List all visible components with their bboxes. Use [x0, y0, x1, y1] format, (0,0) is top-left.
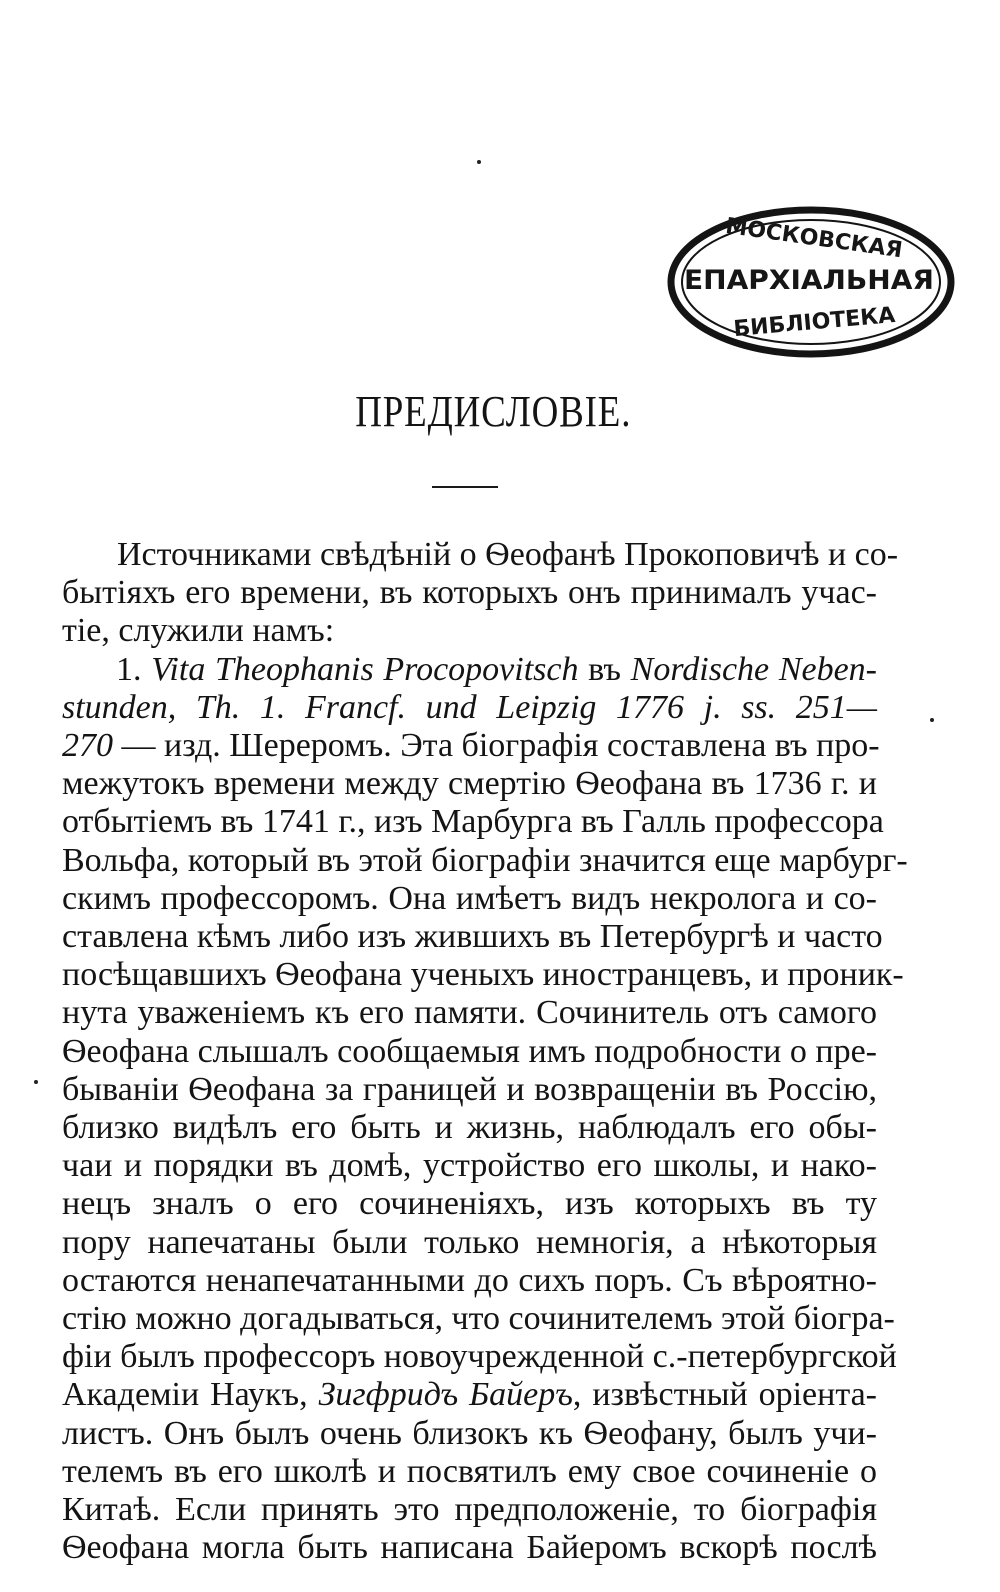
italic-reference: stunden, Th. 1. Francf. und Leipzig 1776 j. ss. 251— — [62, 688, 877, 726]
text-line — [62, 1072, 877, 1108]
text-line — [62, 1034, 877, 1070]
line-text: близко видѣлъ его быть и жизнь, наблюдалъ его обы- — [62, 1109, 877, 1146]
text-line — [62, 690, 877, 726]
line-text: нецъ зналъ о его сочиненіяхъ, изъ которыхъ въ ту — [62, 1185, 877, 1223]
text-line — [62, 881, 877, 917]
line-text: телемъ въ его школѣ и посвятилъ ему свое сочиненіе о — [62, 1452, 877, 1490]
library-stamp-graphic — [665, 203, 957, 361]
italic-reference: Nordische Neben- — [630, 650, 878, 688]
line-segment: 1. — [116, 650, 152, 688]
text-line — [62, 575, 877, 611]
line-text: бываніи Ѳеофана за границей и возвращеніи въ Россію, — [62, 1070, 877, 1108]
italic-reference: Зигфридъ Байеръ — [318, 1376, 573, 1414]
line-text: чаи и порядки въ домѣ, устройство его школы, и нако- — [62, 1147, 877, 1185]
line-text: Ѳеофана слышалъ сообщаемыя имъ подробности о пре- — [62, 1032, 877, 1070]
text-line — [62, 1186, 877, 1222]
italic-reference: Vita Theophanis Procopovitsch — [151, 650, 579, 688]
line-text: межутокъ времени между смертію Ѳеофана въ 1736 г. и — [62, 765, 877, 803]
text-line — [62, 1492, 877, 1528]
text-line — [62, 1263, 877, 1299]
line-text: ставлена кѣмъ либо изъ жившихъ въ Петербургѣ и часто — [62, 918, 883, 955]
text-line — [62, 766, 877, 802]
line-text: бытіяхъ его времени, въ которыхъ онъ принималъ учас- — [62, 574, 877, 612]
line-text: пору напечатаны были только немногія, а нѣкоторыя — [62, 1223, 877, 1261]
line-text: остаются ненапечатанными до сихъ поръ. Съ вѣроятно- — [62, 1261, 877, 1299]
stamp-line-3: БИБЛІОТЕКА — [732, 303, 897, 343]
line-text: Вольфа, который въ этой біографіи значится еще марбург- — [62, 841, 908, 879]
stamp-line-2: ЕПАРХІАЛЬНАЯ — [684, 265, 934, 296]
line-text: листъ. Онъ былъ очень близокъ къ Ѳеофану, былъ учи- — [62, 1414, 877, 1452]
line-text: отбытіемъ въ 1741 г., изъ Марбурга въ Галль профессора — [62, 803, 884, 841]
text-line — [62, 1454, 877, 1490]
text-line — [62, 1300, 895, 1337]
text-line — [62, 995, 877, 1031]
text-line — [62, 1148, 877, 1184]
heading-divider — [432, 486, 498, 488]
text-line — [62, 1338, 897, 1376]
text-line — [62, 841, 908, 879]
line-text: скимъ профессоромъ. Она имѣетъ видъ некролога и со- — [62, 879, 877, 917]
line-text: тіе, служили намъ: — [62, 612, 335, 650]
stamp-line-1: МОСКОВСКАЯ — [723, 213, 904, 264]
text-line — [62, 1416, 877, 1452]
text-line — [62, 1530, 877, 1566]
line-text: Ѳеофана могла быть написана Байеромъ вскорѣ послѣ — [62, 1529, 877, 1567]
line-segment: въ — [578, 650, 631, 688]
line-text: фіи былъ профессоръ новоучрежденной с.-петербургской — [62, 1338, 897, 1376]
text-line — [62, 613, 462, 649]
line-segment: , извѣстный оріента- — [572, 1376, 878, 1414]
text-line — [62, 918, 883, 955]
line-text: Источниками свѣдѣній о Ѳеофанѣ Прокоповичѣ и со- — [117, 536, 899, 573]
ink-speck — [930, 718, 934, 722]
ink-speck — [477, 160, 481, 164]
line-segment: — изд. Шереромъ. Эта біографія составлена въ про- — [113, 727, 880, 764]
text-line — [117, 536, 899, 573]
text-line — [62, 1110, 877, 1146]
text-line — [62, 1225, 877, 1261]
page-heading: ПРЕДИСЛОВІЕ. — [355, 387, 632, 436]
line-text: стію можно догадываться, что сочинителемъ этой біогра- — [62, 1300, 895, 1337]
text-line — [62, 727, 880, 764]
text-line — [116, 652, 877, 688]
text-line — [62, 1377, 877, 1413]
text-line — [62, 956, 904, 994]
text-line — [62, 803, 884, 841]
italic-reference: 270 — [62, 727, 113, 764]
line-segment: Академіи Наукъ, — [62, 1376, 319, 1414]
library-stamp — [665, 203, 957, 361]
line-text: Китаѣ. Если принять это предположеніе, то біографія — [62, 1491, 877, 1528]
line-text: посѣщавшихъ Ѳеофана ученыхъ иностранцевъ, и проник- — [62, 956, 904, 994]
ink-speck — [34, 1080, 38, 1084]
line-text: нута уваженіемъ къ его памяти. Сочинитель отъ самого — [62, 994, 877, 1032]
